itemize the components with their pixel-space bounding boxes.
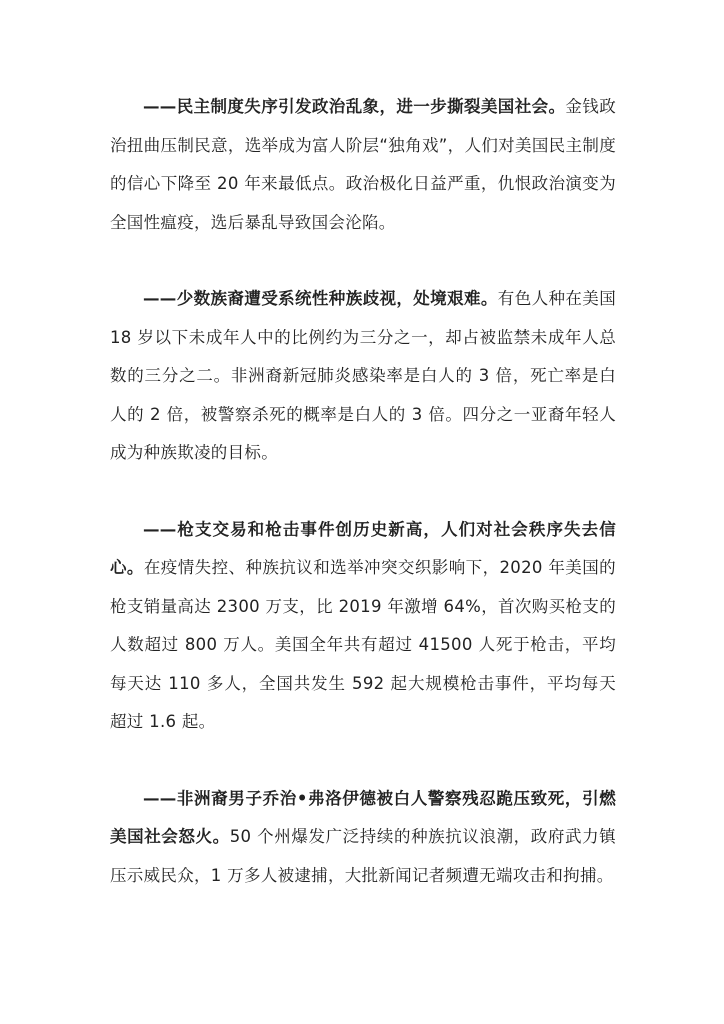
paragraph-body: 在疫情失控、种族抗议和选举冲突交织影响下，2020 年美国的枪支销量高达 2300 万支，比 2019 年激增 64%，首次购买枪支的人数超过 800 万人。美国全年共有超过 41500 人死于枪击，平均每天达 110 多人，全国共发生 592 起大规模枪击事件，平均每天超过 1.6 起。 <box>110 558 616 731</box>
paragraph-floyd-protests <box>110 780 616 896</box>
paragraph-lead: ——非洲裔男子乔治•弗洛伊德被白人警察残忍跪压致死，引燃美国社会怒火。 <box>110 788 616 846</box>
paragraph-lead: ——民主制度失序引发政治乱象，进一步撕裂美国社会。 <box>143 97 566 116</box>
paragraph-democracy <box>110 88 616 242</box>
paragraph-lead: ——枪支交易和枪击事件创历史新高，人们对社会秩序失去信心。 <box>110 519 616 577</box>
paragraph-body: 50 个州爆发广泛持续的种族抗议浪潮，政府武力镇压示威民众，1 万多人被逮捕，大批新闻记者频遭无端攻击和拘捕。 <box>110 827 616 885</box>
document-page <box>110 88 616 933</box>
paragraph-lead: ——少数族裔遭受系统性种族歧视，处境艰难。 <box>143 289 498 308</box>
paragraph-body: 金钱政治扭曲压制民意，选举成为富人阶层“独角戏”，人们对美国民主制度的信心下降至 20 年来最低点。政治极化日益严重，仇恨政治演变为全国性瘟疫，选后暴乱导致国会沦陷。 <box>110 97 617 232</box>
paragraph-gun-violence <box>110 511 616 742</box>
paragraph-body: 有色人种在美国 18 岁以下未成年人中的比例约为三分之一，却占被监禁未成年人总数的三分之二。非洲裔新冠肺炎感染率是白人的 3 倍，死亡率是白人的 2 倍，被警察杀死的概率是白人的 3 倍。四分之一亚裔年轻人成为种族欺凌的目标。 <box>110 289 616 462</box>
paragraph-racial-discrimination <box>110 280 616 473</box>
